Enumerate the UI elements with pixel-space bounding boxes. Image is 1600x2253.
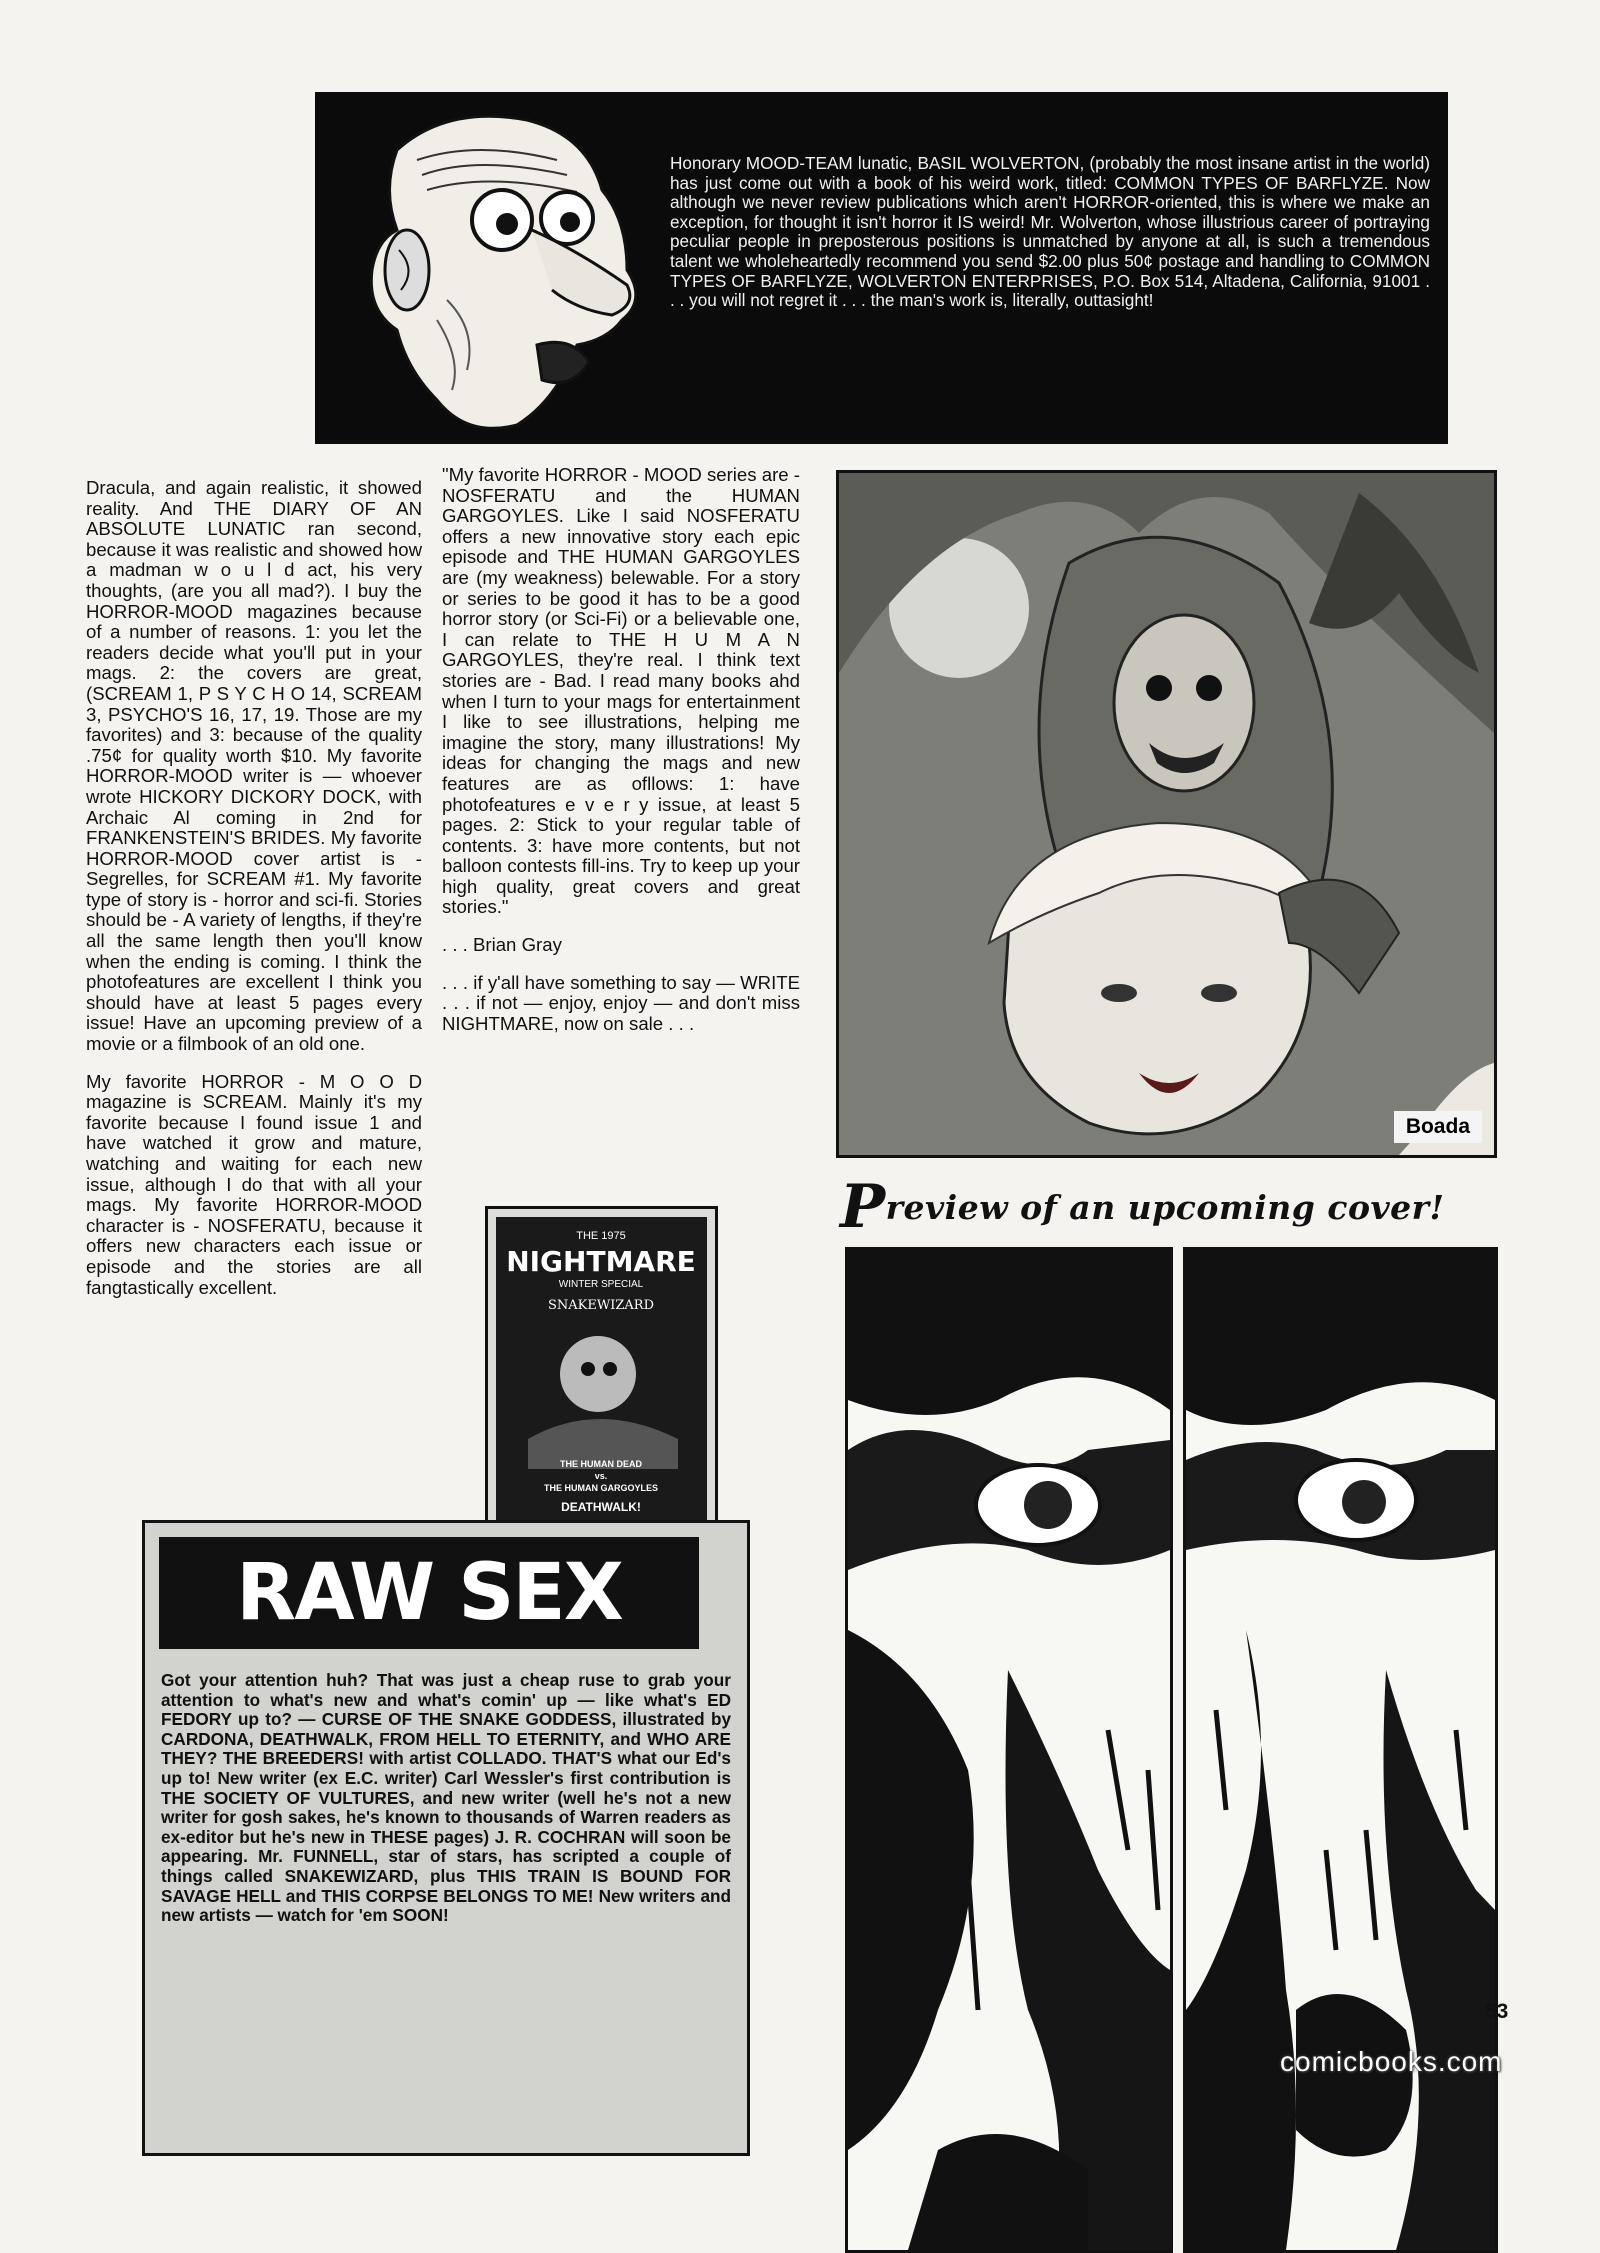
cover-line-1: THE HUMAN DEAD (560, 1459, 642, 1469)
heading-initial: P (840, 1172, 886, 1242)
monster-face-art-right (1186, 1250, 1495, 2250)
letter-paragraph: My favorite HORROR - M O O D magazine is SCREAM. Mainly it's my favorite because I found issue 1 and have watched it grow and mature, watching and waiting for each new issue, although I do that with all your mags. My favorite HORROR-MOOD character is - NOSFERATU, because it offers new characters each issue or episode and the stories are all fangtastically excellent. (86, 1070, 422, 1298)
letter-column-1 (86, 478, 422, 1315)
cover-preview-panel-left (845, 1247, 1173, 2253)
cover-story: SNAKEWIZARD (548, 1298, 654, 1313)
nightmare-cover-art (488, 1209, 715, 1529)
wolverton-box (315, 92, 1448, 444)
vampire-artwork (839, 473, 1494, 1155)
cover-line-2: vs. (594, 1471, 608, 1481)
cover-year: THE 1975 (576, 1230, 626, 1242)
cover-line-3: THE HUMAN GARGOYLES (543, 1483, 659, 1493)
page-number: 53 (1485, 2000, 1509, 2023)
vampire-illustration (836, 470, 1497, 1158)
letter-paragraph: Dracula, and again realistic, it showed reality. And THE DIARY OF AN ABSOLUTE LUNATIC ran second, because it was realistic and showed how a madman w o u l d act, his very thoughts, (are you all mad?). I buy the HORROR-MOOD magazines because of a number of reasons. 1: you let the readers decide what you'll put in your mags. 2: the covers are great, (SCREAM 1, P S Y C H O 14, SCREAM 3, PSYCHO'S 16, 17, 19. Those are my favorites) and 3: because of the quality .75¢ for quality worth $10. My favorite HORROR-MOOD writer is — whoever wrote HICKORY DICKORY DOCK, with Archaic Al coming in 2nd for FRANKENSTEIN'S BRIDES. My favorite HORROR-MOOD cover artist is - Segrelles, for SCREAM #1. My favorite type of story is - horror and sci-fi. Stories should be - A variety of lengths, if they're all the same length then you'll know when the ending is coming. I think the photofeatures are excellent I think you should have at least 5 pages every issue! Have an upcoming preview of a movie or a filmbook of an old one. (86, 477, 422, 1055)
cover-subtitle: WINTER SPECIAL (558, 1279, 644, 1290)
watermark: comicbooks.com (1280, 2046, 1503, 2077)
monster-face-art-left (848, 1250, 1170, 2250)
nightmare-cover-thumbnail (485, 1206, 718, 1532)
raw-sex-title: RAW SEX (236, 1548, 622, 1638)
wolverton-caricature-illustration (327, 100, 649, 438)
raw-sex-text: Got your attention huh? That was just a cheap ruse to grab your attention to what's new and what's comin' up — like what's ED FEDORY up to? — CURSE OF THE SNAKE GODDESS, illustrated by CARDONA, DEATHWALK, FROM HELL TO ETERNITY, and WHO ARE THEY? THE BREEDERS! with artist COLLADO. THAT'S what our Ed's up to! New writer (ex E.C. writer) Carl Wessler's first contribution is THE SOCIETY OF VULTURES, and new writer (well he's not a new writer for gosh sakes, he's known to thousands of Warren readers as ex-editor but he's new in THESE pages) J. R. COCHRAN will soon be appearing. Mr. FUNNELL, star of stars, has scripted a couple of things called SNAKEWIZARD, plus THIS TRAIN IS BOUND FOR SAVAGE HELL and THIS CORPSE BELONGS TO ME! New writers and new artists — watch for 'em SOON! (161, 1670, 731, 1926)
raw-sex-box (142, 1520, 750, 2156)
heading-text: review of an upcoming cover! (885, 1188, 1445, 1227)
cover-title: NIGHTMARE (506, 1245, 696, 1278)
letter-column-2 (442, 465, 800, 1051)
letter-paragraph: "My favorite HORROR - MOOD series are - NOSFERATU and the HUMAN GARGOYLES. Like I said NOSFERATU offers a new innovative story each epic episode and THE HUMAN GARGOYLES are (my weakness) belewable. For a story or series to be good it has to be a good horror story (or Sci-Fi) or a believable one, I can relate to THE H U M A N GARGOYLES, they're real. I think text stories are - Bad. I read many books ahd when I turn to your mags for entertainment I like to see illustrations, helping me imagine the story, many illustrations! My ideas for changing the mags and new features are as ofllows: 1: have photofeatures e v e r y issue, at least 5 pages. 2: Stick to your regular table of contents. 3: have more contents, but not balloon contests fill-ins. Try to keep up your high quality, great covers and great stories." (442, 464, 800, 918)
raw-sex-banner (159, 1537, 699, 1649)
closing-note: . . . if y'all have something to say — WRITE . . . if not — enjoy, enjoy — and don't miss NIGHTMARE, now on sale . . . (442, 971, 800, 1034)
cover-preview-panel-right (1183, 1247, 1498, 2253)
preview-heading (840, 1172, 1490, 1242)
cover-line-4: DEATHWALK! (561, 1500, 641, 1514)
artist-signature-label: Boada (1394, 1111, 1482, 1143)
letter-signature: . . . Brian Gray (442, 934, 562, 956)
wolverton-announcement-text: Honorary MOOD-TEAM lunatic, BASIL WOLVERTON, (probably the most insane artist in the world) has just come out with a book of his weird work, titled: COMMON TYPES OF BARFLYZE. Now although we never review publications which aren't HORROR-oriented, this is where we make an exception, for thought it isn't horror it IS weird! Mr. Wolverton, whose illustrious career of portraying peculiar people in preposterous positions is unmatched by anyone at all, is such a tremendous talent we wholeheartedly recommend you send $2.00 plus 50¢ postage and handling to COMMON TYPES OF BARFLYZE, WOLVERTON ENTERPRISES, P.O. Box 514, Altadena, California, 91001 . . . you will not regret it . . . the man's work is, literally, outtasight! (670, 153, 1430, 311)
